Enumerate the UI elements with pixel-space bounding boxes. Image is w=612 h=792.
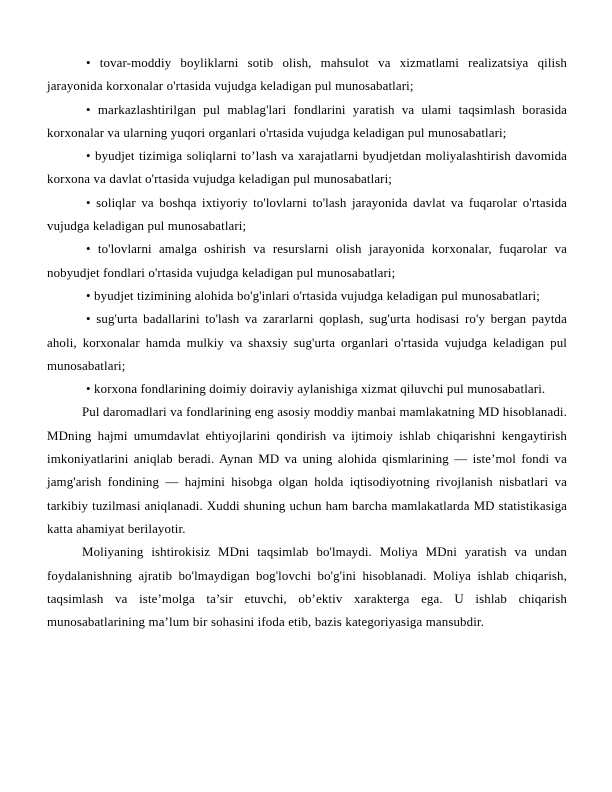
bullet-item: • to'lovlarni amalga oshirish va resurslarni olish jarayonida korxonalar, fuqarolar va nobyudjet fondlari o'rtasida vujudga keladigan pul munosabatlari;: [47, 242, 567, 280]
bullet-item: • korxona fondlarining doimiy doiraviy aylanishiga xizmat qiluvchi pul munosabatlari.: [86, 382, 546, 397]
body-paragraph: Pul daromadlari va fondlarining eng asosiy moddiy manbai mamlakatning MD hisoblanadi. MDning hajmi umumdavlat ehtiyojlarini qondirish va ijtimoiy ishlab chiqarishni kengaytirish imkoniyatlarini aniqlab beradi. Aynan MD va uning alohida qismlarining — iste’mol fondi va jamg'arish fondining — hajmini hisobga olgan holda iqtisodiyotning rivojlanish nisbatlari va tarkibiy tuzilmasi aniqlanadi. Xuddi shuning uchun ham barcha mamlakatlarda MD statistikasiga katta ahamiyat berilayotir.: [47, 405, 567, 536]
bullet-item: • sug'urta badallarini to'lash va zararlarni qoplash, sug'urta hodisasi ro'y bergan paytda aholi, korxonalar hamda mulkiy va shaxsiy sug'urta organlari o'rtasida vujudga keladigan pul munosabatlari;: [47, 312, 567, 373]
bullet-item: • tovar-moddiy boyliklarni sotib olish, mahsulot va xizmatlami realizatsiya qilish jarayonida korxonalar o'rtasida vujudga keladigan pul munosabatlari;: [47, 56, 567, 94]
bullet-item: • markazlashtirilgan pul mablag'lari fondlarini yaratish va ulami taqsimlash borasida korxonalar va ularning yuqori organlari o'rtasida vujudga keladigan pul munosabatlari;: [47, 102, 567, 140]
bullet-item: • soliqlar va boshqa ixtiyoriy to'lovlarni to'lash jarayonida davlat va fuqarolar o'rtasida vujudga keladigan pul munosabatlari;: [47, 195, 567, 234]
document-text-body: [47, 52, 567, 634]
body-paragraph: Moliyaning ishtirokisiz MDni taqsimlab bo'lmaydi. Moliya MDni yaratish va undan foydalanishning ajratib bo'lmaydigan bog'lovchi bo'g'ini hisoblanadi. Moliya ishlab chiqarish, taqsimlash va iste’molga ta’sir etuvchi, ob’ektiv xarakterga ega. U ishlab chiqarish munosabatlarining ma’lum bir sohasini ifoda etib, bazis kategoriyasiga mansubdir.: [47, 545, 567, 630]
bullet-item: • byudjet tizimining alohida bo'g'inlari o'rtasida vujudga keladigan pul munosabatlari;: [86, 288, 540, 303]
bullet-item: • byudjet tizimiga soliqlarni to’lash va xarajatlarni byudjetdan moliyalashtirish davomida korxona va davlat o'rtasida vujudga keladigan pul munosabatlari;: [47, 149, 567, 187]
